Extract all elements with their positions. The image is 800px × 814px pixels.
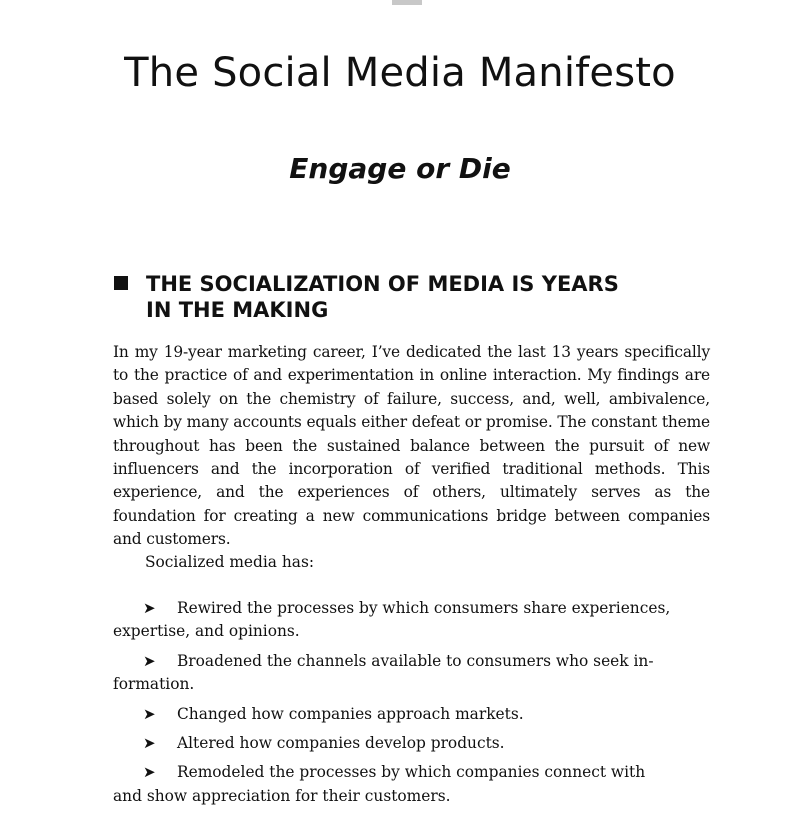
list-item [143,703,710,726]
section-heading-line-1: THE SOCIALIZATION OF MEDIA IS YEARS [146,272,619,296]
chapter-number-marker [392,0,422,5]
list-item [143,732,710,755]
chapter-title: The Social Media Manifesto [124,50,676,96]
section-heading [114,271,714,323]
list-item-text-continued: and show appreciation for their customers. [113,786,451,805]
heading-square-bullet-icon [114,276,128,290]
list-item [113,650,710,697]
list-item [113,761,710,808]
list-item-text-line-1: Rewired the processes by which consumers share experiences, [177,599,671,617]
arrow-bullet-icon: ➤ [143,734,156,753]
list-item-text-continued: formation. [113,675,195,694]
list-item-text-line-1: Changed how companies approach markets. [177,704,524,723]
list-item-text-continued: expertise, and opinions. [113,622,300,641]
list-item-text-line-1: Broadened the channels available to consumers who seek in- [177,651,654,670]
arrow-bullet-icon: ➤ [143,704,156,723]
section-heading-line-2: IN THE MAKING [146,298,329,322]
body-paragraph: In my 19-year marketing career, I’ve dedicated the last 13 years specifically to the practice of and experimentation in online interaction. My findings are based solely on the chemistry of failure, success, and, well, ambivalence, which by many accounts equals either defeat or promise. The constant theme throughout has been the sustained balance between the pursuit of new influencers and the incorporation of verified traditional methods. This experience, and the experiences of others, ultimately serves as the foundation for creating a new communications bridge between companies and customers. [113,343,710,549]
list-item-text-line-1: Remodeled the processes by which companies connect with [177,763,646,782]
list-lead-in: Socialized media has: [145,553,315,571]
chapter-subtitle: Engage or Die [289,152,511,185]
arrow-bullet-icon: ➤ [143,651,156,670]
arrow-bullet-icon: ➤ [143,763,156,782]
arrow-bullet-icon: ➤ [143,599,156,617]
list-item-text-line-1: Altered how companies develop products. [177,734,505,753]
list-item [113,597,710,644]
bullet-list [113,597,710,814]
section-heading-text [146,271,619,323]
